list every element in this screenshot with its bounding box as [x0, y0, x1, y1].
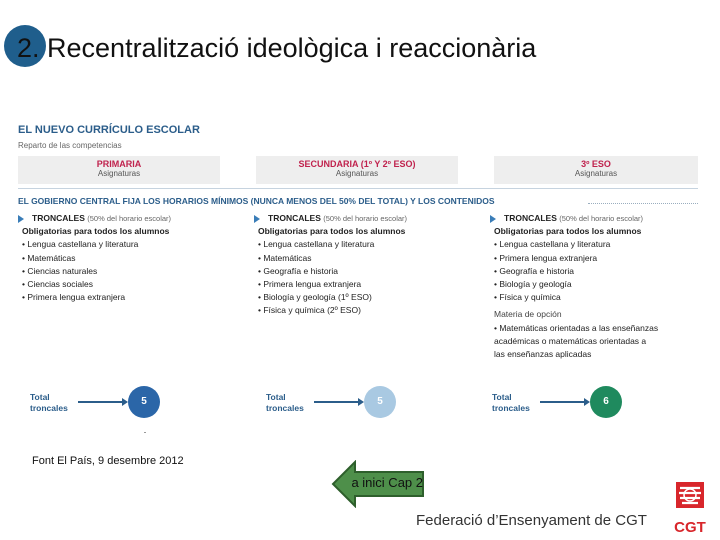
- subject-item: • Biología y geología: [494, 279, 572, 290]
- column-required: Obligatorias para todos los alumnos: [494, 226, 642, 237]
- stage-name: PRIMARIA: [96, 159, 142, 169]
- column-heading-title: TRONCALES: [504, 213, 557, 223]
- column-3-eso: [490, 212, 710, 361]
- total-3-eso: [480, 386, 700, 420]
- subject-item: • Física y química (2º ESO): [258, 305, 361, 316]
- stage-3-eso: [494, 156, 698, 184]
- subject-item: • Física y química: [494, 292, 561, 303]
- column-heading: [18, 212, 238, 225]
- stage-label: Asignaturas: [97, 169, 141, 178]
- triangle-bullet-icon: [254, 215, 260, 223]
- column-heading-title: TRONCALES: [32, 213, 85, 223]
- arrow-right-icon: [540, 401, 588, 403]
- column-heading-note: (50% del horario escolar): [559, 214, 644, 223]
- subject-item: • Biología y geología (1º ESO): [258, 292, 372, 303]
- subject-item: • Geografía e historia: [494, 265, 574, 276]
- column-heading: [254, 212, 474, 225]
- infographic-title: EL NUEVO CURRÍCULO ESCOLAR: [18, 124, 200, 136]
- cgt-logo: [670, 480, 710, 536]
- subject-item: • Primera lengua extranjera: [258, 279, 362, 290]
- stray-dot: [144, 432, 146, 433]
- option-detail: • Matemáticas orientadas a las enseñanzas académicas o matemáticas orientadas a las enseñanzas aplicadas: [494, 322, 659, 360]
- total-circle: 5: [364, 386, 396, 418]
- band-heading: EL GOBIERNO CENTRAL FIJA LOS HORARIOS MÍNIMOS (NUNCA MENOS DEL 50% DEL TOTAL) Y LOS CONTENIDOS: [18, 196, 495, 206]
- total-label: Total troncales: [30, 392, 68, 413]
- stage-name: 3º ESO: [581, 159, 611, 169]
- column-heading-note: (50% del horario escolar): [87, 214, 172, 223]
- total-primaria: [18, 386, 238, 420]
- slide-title: 2. Recentralització ideològica i reaccionària: [17, 33, 537, 63]
- logo-text: CGT: [674, 519, 706, 536]
- federation-name: Federació d’Ensenyament de CGT: [416, 512, 647, 529]
- subject-item: • Geografía e historia: [258, 265, 338, 276]
- column-required: Obligatorias para todos los alumnos: [258, 226, 406, 237]
- stage-secundaria: [256, 156, 458, 184]
- subject-list: [490, 238, 710, 304]
- column-heading-title: TRONCALES: [268, 213, 321, 223]
- column-primaria: [18, 212, 238, 304]
- total-circle: 6: [590, 386, 622, 418]
- column-required: Obligatorias para todos los alumnos: [22, 226, 170, 237]
- dotted-leader: [588, 203, 698, 204]
- source-caption: Font El País, 9 desembre 2012: [32, 455, 184, 467]
- subject-list: [18, 238, 238, 304]
- subject-item: • Lengua castellana y literatura: [494, 239, 611, 250]
- back-button-label: a inici Cap 2: [351, 475, 423, 490]
- triangle-bullet-icon: [490, 215, 496, 223]
- subject-item: • Ciencias sociales: [22, 279, 94, 290]
- subject-item: • Matemáticas: [22, 252, 76, 263]
- subject-item: • Lengua castellana y literatura: [22, 239, 139, 250]
- subject-item: • Primera lengua extranjera: [22, 292, 126, 303]
- total-secundaria: [254, 386, 474, 420]
- divider-line: [18, 188, 698, 189]
- total-circle: 5: [128, 386, 160, 418]
- back-to-chapter-button[interactable]: [331, 460, 427, 508]
- triangle-bullet-icon: [18, 215, 24, 223]
- subject-item: • Ciencias naturales: [22, 265, 98, 276]
- arrow-right-icon: [314, 401, 362, 403]
- column-heading-note: (50% del horario escolar): [323, 214, 408, 223]
- column-secundaria: [254, 212, 474, 318]
- stage-label: Asignaturas: [574, 169, 618, 178]
- column-heading: [490, 212, 710, 225]
- total-label: Total troncales: [492, 392, 530, 413]
- arrow-right-icon: [78, 401, 126, 403]
- stage-label: Asignaturas: [335, 169, 379, 178]
- subject-item: • Primera lengua extranjera: [494, 252, 598, 263]
- subject-item: • Matemáticas: [258, 252, 312, 263]
- curriculum-infographic: [10, 120, 710, 420]
- total-label: Total troncales: [266, 392, 304, 413]
- subject-list: [254, 238, 474, 317]
- option-heading: Materia de opción: [494, 309, 562, 320]
- stage-primaria: [18, 156, 220, 184]
- infographic-subtitle: Reparto de las competencias: [18, 141, 122, 150]
- cgt-logo-icon: [670, 480, 710, 536]
- stage-name: SECUNDARIA (1º Y 2º ESO): [298, 159, 416, 169]
- subject-item: • Lengua castellana y literatura: [258, 239, 375, 250]
